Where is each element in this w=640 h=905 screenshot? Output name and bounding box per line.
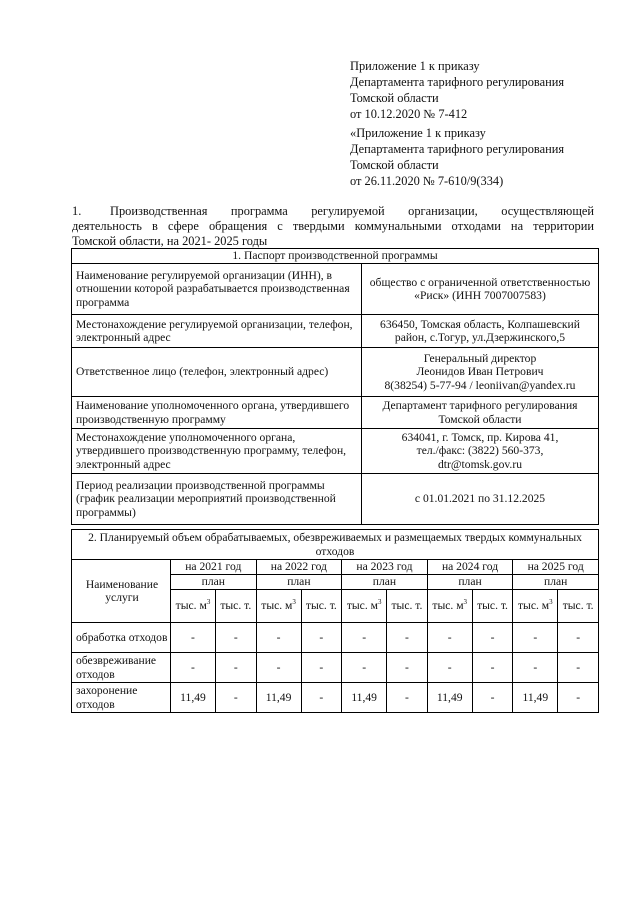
passport-value: Департамент тарифного регулирования Томской области	[362, 397, 599, 429]
volume-title: 2. Планируемый объем обрабатываемых, обезвреживаемых и размещаемых твердых коммунальных отходов	[72, 530, 599, 560]
value-cell: -	[387, 683, 428, 713]
passport-table	[71, 248, 599, 525]
value-cell: -	[427, 653, 472, 683]
service-name: захоронение отходов	[72, 683, 171, 713]
table-row	[72, 429, 599, 474]
header-line: Томской области	[350, 158, 439, 172]
order-header	[350, 58, 610, 122]
service-name: обработка отходов	[72, 623, 171, 653]
value-cell: -	[171, 653, 216, 683]
unit-m3: тыс. $м^3$	[256, 590, 301, 623]
passport-value: 636450, Томская область, Колпашевский район, с.Тогур, ул.Дзержинского,5	[362, 315, 599, 348]
year-header: на 2024 год	[427, 560, 513, 575]
header-line: Томской области	[350, 91, 439, 105]
value-cell: 11,49	[513, 683, 558, 713]
service-header: Наименование услуги	[72, 560, 171, 623]
passport-label: Период реализации производственной программы (график реализации мероприятий производственной программы)	[72, 474, 362, 525]
plan-header: план	[513, 575, 599, 590]
unit-m3: тыс. $м^3$	[513, 590, 558, 623]
value-cell: -	[256, 653, 301, 683]
plan-header: план	[427, 575, 513, 590]
table-row	[72, 348, 599, 397]
value-cell: -	[558, 683, 599, 713]
year-header: на 2021 год	[171, 560, 257, 575]
table-row	[72, 653, 599, 683]
plan-header: план	[256, 575, 342, 590]
passport-label: Ответственное лицо (телефон, электронный адрес)	[72, 348, 362, 397]
unit-m3: тыс. $м^3$	[342, 590, 387, 623]
value-cell: -	[342, 623, 387, 653]
value-cell: -	[301, 683, 342, 713]
value-cell: -	[301, 623, 342, 653]
value-cell: -	[215, 683, 256, 713]
unit-t: тыс. т.	[387, 590, 428, 623]
table-row	[72, 264, 599, 315]
value-cell: -	[301, 653, 342, 683]
intro-line: деятельность в сфере обращения с твердыми коммунальными отходами на территории	[72, 219, 594, 233]
unit-t: тыс. т.	[215, 590, 256, 623]
passport-value: Генеральный директор Леонидов Иван Петрович 8(38254) 5-77-94 / leoniivan@yandex.ru	[362, 348, 599, 397]
plan-header: план	[171, 575, 257, 590]
header-line: Департамента тарифного регулирования	[350, 75, 565, 89]
value-cell: -	[558, 653, 599, 683]
unit-t: тыс. т.	[301, 590, 342, 623]
value-cell: 11,49	[256, 683, 301, 713]
unit-m3: тыс. $м^3$	[427, 590, 472, 623]
unit-m3: тыс. $м^3$	[171, 590, 216, 623]
year-header: на 2023 год	[342, 560, 428, 575]
header-line: Приложение 1 к приказу	[350, 59, 480, 73]
unit-t: тыс. т.	[558, 590, 599, 623]
service-name: обезвреживание отходов	[72, 653, 171, 683]
year-header: на 2025 год	[513, 560, 599, 575]
intro-line: Томской области, на 2021- 2025 годы	[72, 234, 268, 248]
table-row	[72, 315, 599, 348]
value-cell: -	[472, 683, 513, 713]
value-cell: -	[215, 653, 256, 683]
header-line: Департамента тарифного регулирования	[350, 142, 565, 156]
value-cell: -	[215, 623, 256, 653]
value-cell: -	[513, 653, 558, 683]
volume-table	[71, 529, 599, 713]
intro-line: 1. Производственная программа регулируемой организации, осуществляющей	[72, 204, 594, 218]
unit-t: тыс. т.	[472, 590, 513, 623]
header-line: «Приложение 1 к приказу	[350, 126, 486, 140]
header-line: от 10.12.2020 № 7-412	[350, 107, 468, 121]
value-cell: -	[472, 623, 513, 653]
value-cell: -	[427, 623, 472, 653]
table-row	[72, 683, 599, 713]
table-row	[72, 474, 599, 525]
passport-label: Наименование уполномоченного органа, утвердившего производственную программу	[72, 397, 362, 429]
table-row	[72, 397, 599, 429]
plan-header: план	[342, 575, 428, 590]
passport-title: 1. Паспорт производственной программы	[72, 249, 599, 264]
program-intro	[72, 204, 594, 249]
year-header: на 2022 год	[256, 560, 342, 575]
value-cell: -	[513, 623, 558, 653]
value-cell: -	[387, 653, 428, 683]
passport-label: Наименование регулируемой организации (ИНН), в отношении которой разрабатывается производственная программа	[72, 264, 362, 315]
passport-label: Местонахождение уполномоченного органа, утвердившего производственную программу, телефон, электронный адрес	[72, 429, 362, 474]
table-row	[72, 623, 599, 653]
value-cell: -	[171, 623, 216, 653]
intro-number: 1.	[72, 204, 82, 218]
original-order-header	[350, 125, 610, 189]
passport-value: общество с ограниченной ответственностью «Риск» (ИНН 7007007583)	[362, 264, 599, 315]
value-cell: -	[472, 653, 513, 683]
passport-value: 634041, г. Томск, пр. Кирова 41, тел./факс: (3822) 560-373, dtr@tomsk.gov.ru	[362, 429, 599, 474]
passport-value: с 01.01.2021 по 31.12.2025	[362, 474, 599, 525]
value-cell: -	[558, 623, 599, 653]
value-cell: -	[256, 623, 301, 653]
value-cell: 11,49	[342, 683, 387, 713]
value-cell: -	[342, 653, 387, 683]
value-cell: -	[387, 623, 428, 653]
value-cell: 11,49	[171, 683, 216, 713]
header-line: от 26.11.2020 № 7-610/9(334)	[350, 174, 504, 188]
value-cell: 11,49	[427, 683, 472, 713]
passport-label: Местонахождение регулируемой организации, телефон, электронный адрес	[72, 315, 362, 348]
